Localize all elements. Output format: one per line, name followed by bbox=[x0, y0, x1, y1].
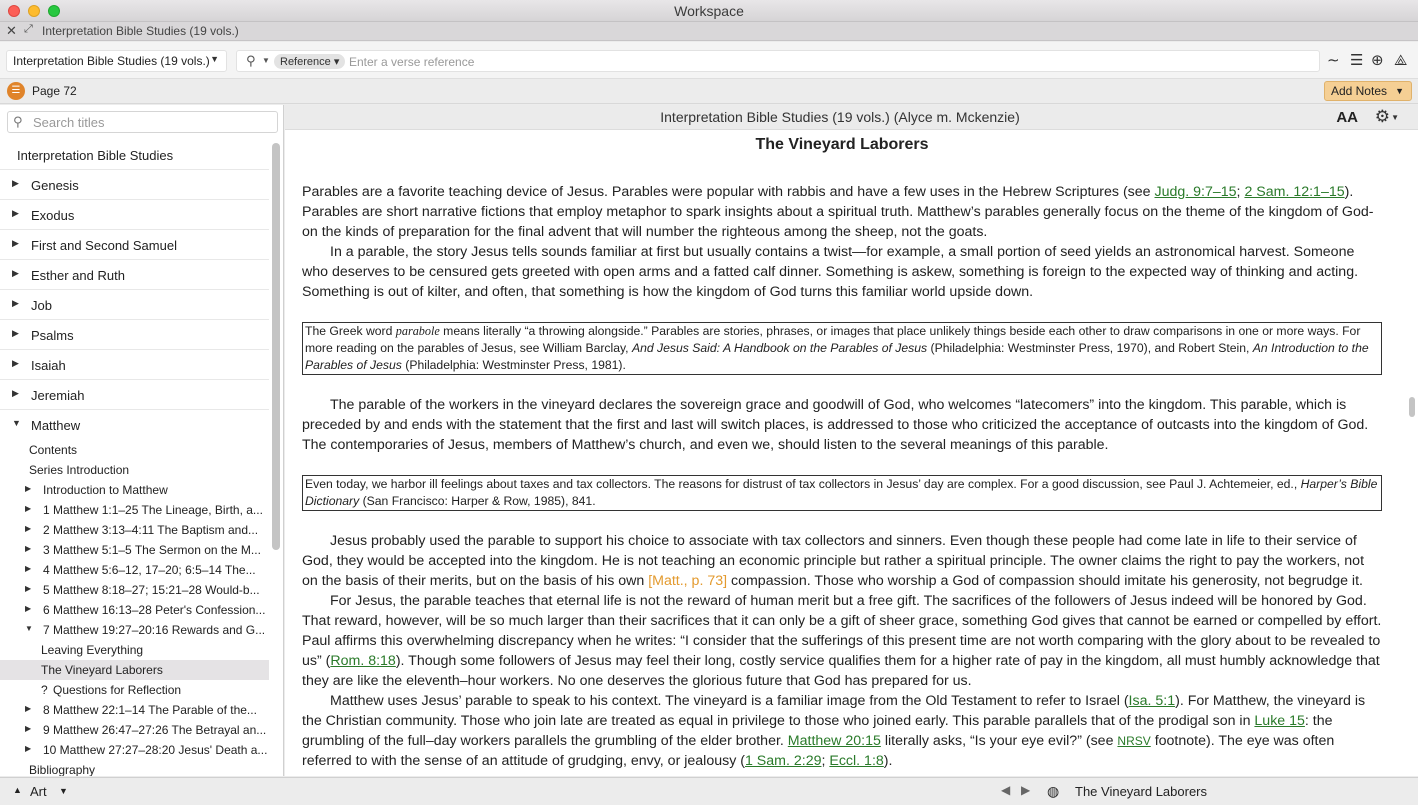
triangle-right-icon[interactable]: ▶ bbox=[12, 358, 19, 368]
chevron-down-icon: ▼ bbox=[1395, 86, 1404, 96]
chevron-down-icon[interactable]: ▼ bbox=[59, 786, 68, 796]
bible-link[interactable]: Luke 15 bbox=[1254, 713, 1305, 729]
tree-subitem-chapter-2[interactable] bbox=[0, 520, 269, 540]
tree-item-job[interactable] bbox=[0, 290, 269, 320]
triangle-right-icon[interactable]: ▶ bbox=[12, 328, 19, 338]
tree-subitem-label: Series Introduction bbox=[29, 463, 130, 477]
triangle-right-icon[interactable]: ▶ bbox=[25, 744, 32, 753]
tree-item-esther-ruth[interactable] bbox=[0, 260, 269, 290]
add-circle-icon[interactable]: ⊕ bbox=[1371, 52, 1384, 69]
tree-subitem-chapter-4[interactable] bbox=[0, 560, 269, 580]
tree-subitem-label: Bibliography bbox=[29, 763, 96, 776]
current-location: The Vineyard Laborers bbox=[1075, 784, 1208, 799]
tree-item-matthew[interactable] bbox=[0, 410, 269, 440]
triangle-right-icon[interactable]: ▶ bbox=[25, 564, 32, 573]
question-mark-icon: ? bbox=[41, 683, 48, 697]
tree-subitem-label: 6 Matthew 16:13–28 Peter's Confession... bbox=[43, 603, 266, 617]
text: Matthew uses Jesus’ parable to speak to his context. The vineyard is a familiar image from the Old Testament to refer to Israel ( bbox=[330, 693, 1129, 709]
triangle-right-icon[interactable]: ▶ bbox=[12, 238, 19, 248]
list-icon[interactable]: ☰ bbox=[1350, 52, 1364, 69]
bible-link[interactable]: 1 Sam. 2:29 bbox=[744, 753, 822, 769]
contents-sidebar bbox=[0, 105, 284, 776]
tree-item-isaiah[interactable] bbox=[0, 350, 269, 380]
tree-subitem-label: Leaving Everything bbox=[41, 643, 144, 657]
tree-root[interactable]: Interpretation Bible Studies bbox=[0, 140, 269, 170]
tree-subitem-chapter-6[interactable] bbox=[0, 600, 269, 620]
tree-subitem-chapter-1[interactable] bbox=[0, 500, 269, 520]
paragraph: The parable of the workers in the vineyard declares the sovereign grace and goodwill of God, who welcomes “latecomers” into the kingdom. This parable, which is preceded by and ends with the statement that the first and last will switch places, is addressed to those who criticized the acceptance of outcasts into the kingdom of God. The contemporaries of Jesus, members of Matthew’s church, and even we, should listen to the several meanings of this parable. bbox=[302, 397, 1369, 453]
tree-subitem-leaving-everything[interactable] bbox=[0, 640, 269, 660]
tree-item-psalms[interactable] bbox=[0, 320, 269, 350]
bottom-bar bbox=[0, 777, 1418, 805]
search-icon[interactable]: ⚲ bbox=[246, 53, 256, 68]
chevron-down-icon[interactable]: ▼ bbox=[1391, 113, 1399, 122]
text: For Jesus, the parable teaches that eternal life is not the reward of human merit but a free gift. The sacrifices of the followers of Jesus indeed will be honored by God. That reward, however, will be so much larger than their sacrifices that it can only be a gift of sheer grace, something God gives that cannot be earned or compelled by effort. Paul affirms this overwhelming discrepancy when he writes: “I consider that the sufferings of this present time are not worth comparing with the glory about to be revealed to us” ( bbox=[302, 593, 1382, 669]
tree-subitem-label: 9 Matthew 26:47–27:26 The Betrayal an... bbox=[43, 723, 267, 737]
expand-icon[interactable]: ⤢ bbox=[24, 23, 33, 35]
resource-title: Interpretation Bible Studies (19 vols.) (Alyce m. Mckenzie) bbox=[660, 109, 1020, 125]
triangle-down-icon[interactable]: ▼ bbox=[12, 418, 21, 428]
paragraph bbox=[302, 691, 1382, 771]
tree-subitem-chapter-9[interactable] bbox=[0, 720, 269, 740]
share-icon[interactable]: ⟁ bbox=[1394, 52, 1408, 69]
text: An Introduction to the Parables of Jesus bbox=[305, 341, 1369, 372]
tree-item-label: First and Second Samuel bbox=[31, 238, 177, 253]
paragraph bbox=[302, 531, 1382, 591]
tree-subitem-label: 8 Matthew 22:1–14 The Parable of the... bbox=[43, 703, 257, 717]
triangle-right-icon[interactable]: ▶ bbox=[25, 604, 32, 613]
page-bar bbox=[0, 80, 1418, 104]
tree-item-jeremiah[interactable] bbox=[0, 380, 269, 410]
triangle-right-icon[interactable]: ▶ bbox=[25, 524, 32, 533]
text: : the grumbling of the full–day workers parallels the grumbling of the elder brother. bbox=[302, 713, 1333, 749]
contents-tree bbox=[0, 140, 269, 776]
search-icon: ⚲ bbox=[13, 114, 23, 129]
reference-pill-label: Reference bbox=[280, 56, 331, 68]
text: parabole bbox=[395, 324, 440, 338]
tree-subitem-label: Contents bbox=[29, 443, 78, 457]
resource-selector-label: Interpretation Bible Studies (19 vols.) bbox=[13, 54, 210, 68]
bible-link[interactable]: Matthew 20:15 bbox=[787, 733, 881, 749]
tree-subitem-bibliography[interactable] bbox=[0, 760, 269, 776]
tree-subitem-chapter-7[interactable] bbox=[0, 620, 269, 640]
text: ; bbox=[1236, 184, 1245, 200]
bible-link[interactable]: Eccl. 1:8 bbox=[829, 753, 884, 769]
text: (Philadelphia: Westminster Press, 1970), and Robert Stein, bbox=[927, 341, 1253, 355]
tree-item-samuel[interactable] bbox=[0, 230, 269, 260]
chevron-down-icon[interactable]: ▼ bbox=[262, 56, 270, 65]
link-icon[interactable]: ∼ bbox=[1327, 52, 1340, 69]
bible-link[interactable]: Judg. 9:7–15 bbox=[1154, 184, 1237, 200]
chevron-down-icon: ▼ bbox=[210, 54, 219, 64]
tab-bar bbox=[0, 22, 1418, 41]
tree-item-label: Esther and Ruth bbox=[31, 268, 125, 283]
sidebar-note bbox=[302, 475, 1382, 511]
tree-item-exodus[interactable] bbox=[0, 200, 269, 230]
tree-subitem-label: 7 Matthew 19:27–20:16 Rewards and G... bbox=[43, 623, 266, 637]
tree-item-label: Isaiah bbox=[31, 358, 66, 373]
tree-item-label: Matthew bbox=[31, 418, 81, 433]
table-of-contents-icon[interactable]: ☰ bbox=[7, 82, 25, 100]
font-size-icon[interactable]: AA bbox=[1336, 109, 1358, 126]
text: means literally “a throwing alongside.” Parables are stories, phrases, or images that place unlikely things beside each other to draw comparisons in one or more ways. For more reading on the parables of Jesus, see William Barclay, bbox=[305, 324, 1361, 355]
text: Parables are a favorite teaching device of Jesus. Parables were popular with rabbis and have a few uses in the Hebrew Scriptures (see bbox=[302, 184, 1155, 200]
tree-subitem-series-intro[interactable] bbox=[0, 460, 269, 480]
panel-selector-label[interactable]: Art bbox=[30, 784, 47, 799]
reading-scrollbar[interactable] bbox=[1409, 397, 1415, 417]
text: And Jesus Said: A Handbook on the Parables of Jesus bbox=[631, 341, 928, 355]
resource-selector[interactable] bbox=[6, 50, 227, 72]
title-bar bbox=[0, 0, 1418, 22]
text: ). Though some followers of Jesus may feel their long, costly service qualifies them for a higher rate of pay in the kingdom, all must humbly acknowledge that they are like the eleventh–hour workers. No one deserves the glorious future that God has prepared for us. bbox=[302, 653, 1380, 689]
globe-icon[interactable]: ◍ bbox=[1047, 783, 1060, 799]
tree-item-label: Genesis bbox=[31, 178, 79, 193]
window-title: Workspace bbox=[674, 3, 744, 19]
tree-subitem-label: 10 Matthew 27:27–28:20 Jesus' Death a... bbox=[43, 743, 268, 757]
page-number: Page 72 bbox=[32, 84, 77, 98]
text: (Philadelphia: Westminster Press, 1981). bbox=[401, 358, 626, 372]
triangle-right-icon[interactable]: ▶ bbox=[25, 584, 32, 593]
text: Jesus probably used the parable to support his choice to associate with tax collectors and sinners. Even though these people had come late in life to their service of God, they would be accepted into the kingdom. He is not teaching an economic principle but rather a spiritual principle. The owner claims the right to pay the workers, not on the basis of their merits, but on the basis of his own bbox=[302, 533, 1365, 589]
tree-subitem-label: 5 Matthew 8:18–27; 15:21–28 Would-b... bbox=[43, 583, 260, 597]
bible-link[interactable]: Isa. 5:1 bbox=[1128, 693, 1176, 709]
tree-subitem-contents[interactable] bbox=[0, 440, 269, 460]
paragraph bbox=[302, 182, 1382, 242]
text: ; bbox=[821, 753, 830, 769]
text: ). Parables are short narrative fictions that employ metaphor to spark insights about a spiritual truth. Matthew’s parables generally focus on the theme of the kingdom of God-on the kinds of preparation for the final advent that will number the righteous among the sheep, not the goats. bbox=[302, 184, 1374, 240]
tree-subitem-chapter-3[interactable] bbox=[0, 540, 269, 560]
triangle-right-icon[interactable]: ▶ bbox=[25, 704, 32, 713]
triangle-right-icon[interactable]: ▶ bbox=[25, 504, 32, 513]
triangle-right-icon[interactable]: ▶ bbox=[12, 298, 19, 308]
title-search-box bbox=[7, 111, 278, 133]
toolbar bbox=[0, 42, 1418, 79]
text: The Greek word bbox=[305, 324, 396, 338]
tree-subitem-chapter-5[interactable] bbox=[0, 580, 269, 600]
tree-item-genesis[interactable] bbox=[0, 170, 269, 200]
triangle-down-icon[interactable]: ▼ bbox=[25, 624, 33, 633]
tree-subitem-chapter-10[interactable] bbox=[0, 740, 269, 760]
tree-item-label: Jeremiah bbox=[31, 388, 85, 403]
tree-subitem-label: Questions for Reflection bbox=[53, 683, 182, 697]
search-titles-input[interactable] bbox=[33, 114, 273, 130]
text: ). For Matthew, the vineyard is the Christian community. Those who join late are treated as equal in privilege to those who joined early. This parable parallels that of the prodigal son in bbox=[302, 693, 1366, 729]
tab-title[interactable]: Interpretation Bible Studies (19 vols.) bbox=[42, 24, 239, 38]
tree-subitem-label: 3 Matthew 5:1–5 The Sermon on the M... bbox=[43, 543, 261, 557]
article-body bbox=[302, 135, 1382, 771]
triangle-right-icon[interactable]: ▶ bbox=[25, 724, 32, 733]
text: footnote). The eye was often referred to with the sense of an attitude of grudging, envy, or jealousy ( bbox=[302, 733, 1335, 769]
triangle-right-icon[interactable]: ▶ bbox=[25, 544, 32, 553]
bible-link[interactable]: 2 Sam. 12:1–15 bbox=[1244, 184, 1345, 200]
text: (San Francisco: Harper & Row, 1985), 841. bbox=[359, 494, 596, 508]
triangle-right-icon[interactable]: ▶ bbox=[12, 388, 19, 398]
version-link[interactable]: NRSV bbox=[1117, 734, 1151, 748]
tree-item-label: Exodus bbox=[31, 208, 75, 223]
triangle-right-icon[interactable]: ▶ bbox=[12, 178, 19, 188]
reference-type-pill[interactable]: Reference ▾ bbox=[274, 54, 345, 69]
paragraph bbox=[302, 591, 1382, 691]
text: compassion. Those who worship a God of compassion should imitate his generosity, not begrudge it. bbox=[727, 573, 1363, 589]
verse-reference-input[interactable] bbox=[349, 53, 1309, 70]
triangle-right-icon[interactable]: ▶ bbox=[25, 484, 32, 493]
article-heading: The Vineyard Laborers bbox=[755, 136, 929, 153]
tree-subitem-vineyard-laborers[interactable] bbox=[0, 660, 269, 680]
tree-subitem-label: 4 Matthew 5:6–12, 17–20; 6:5–14 The... bbox=[43, 563, 256, 577]
tree-subitem-label: Introduction to Matthew bbox=[43, 483, 168, 497]
reference-search-bar bbox=[236, 50, 1320, 72]
next-icon[interactable]: ▶ bbox=[1021, 783, 1031, 797]
page-marker[interactable]: [Matt., p. 73] bbox=[648, 573, 728, 589]
paragraph: In a parable, the story Jesus tells sounds familiar at first but usually contains a twist—for example, a small portion of seed yields an astronomical harvest. Someone who deserves to be censured gets greeted with open arms and a fatted calf dinner. Something is askew, something is foreign to the expected way of thinking and acting. Something is out of kilter, and often, that something is how the kingdom of God turns this familiar world upside down. bbox=[302, 244, 1359, 300]
tree-subitem-intro-matthew[interactable] bbox=[0, 480, 269, 500]
sidebar-scrollbar[interactable] bbox=[272, 143, 280, 550]
add-notes-button[interactable] bbox=[1324, 81, 1412, 101]
tree-subitem-label: 2 Matthew 3:13–4:11 The Baptism and... bbox=[43, 523, 259, 537]
triangle-right-icon[interactable]: ▶ bbox=[12, 208, 19, 218]
tree-subitem-label: 1 Matthew 1:1–25 The Lineage, Birth, a... bbox=[43, 503, 263, 517]
text: Harper’s Bible Dictionary bbox=[305, 477, 1378, 508]
text: ). bbox=[883, 753, 893, 769]
tree-item-label: Psalms bbox=[31, 328, 74, 343]
triangle-right-icon[interactable]: ▶ bbox=[12, 268, 19, 278]
add-notes-label: Add Notes bbox=[1330, 84, 1387, 98]
close-tab-icon[interactable]: ✕ bbox=[6, 23, 17, 38]
previous-icon[interactable]: ◀ bbox=[1001, 783, 1011, 797]
tree-subitem-label: The Vineyard Laborers bbox=[41, 663, 163, 677]
tree-subitem-chapter-8[interactable] bbox=[0, 700, 269, 720]
sidebar-note bbox=[302, 322, 1382, 375]
bible-link[interactable]: Rom. 8:18 bbox=[330, 653, 396, 669]
resource-header bbox=[285, 105, 1418, 130]
reading-pane bbox=[285, 105, 1418, 776]
text: literally asks, “Is your eye evil?” (see bbox=[880, 733, 1118, 749]
triangle-up-icon[interactable]: ▲ bbox=[13, 785, 22, 795]
text: Even today, we harbor ill feelings about taxes and tax collectors. The reasons for distrust of tax collectors in Jesus’ day are complex. For a good discussion, see Paul J. Achtemeier, ed., bbox=[305, 477, 1301, 491]
tree-subitem-questions[interactable] bbox=[0, 680, 269, 700]
gear-icon[interactable]: ⚙ bbox=[1374, 107, 1390, 126]
tree-item-label: Job bbox=[31, 298, 52, 313]
